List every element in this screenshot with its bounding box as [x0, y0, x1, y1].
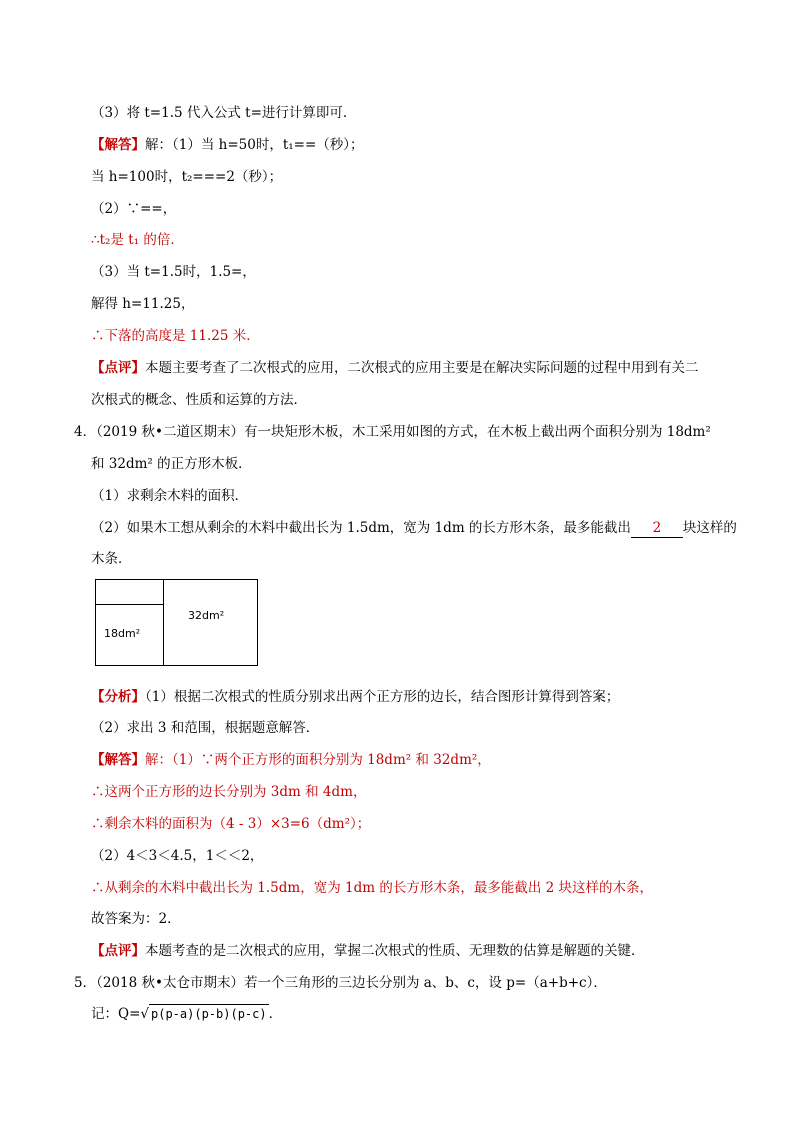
question-4-part-2-end: 木条．: [91, 551, 132, 567]
board-figure: [95, 579, 258, 666]
solution-line-3: ∴剩余木料的面积为（4 - 3）×3=6（dm²）；: [91, 816, 371, 832]
sqrt-sign: √: [140, 1006, 149, 1022]
answer-line-3: （2）∵==，: [91, 201, 177, 217]
question-4-answer-blank: 2: [631, 519, 683, 538]
solution-tag: 【解答】: [91, 752, 145, 768]
solution-line-4: （2）4＜3＜4.5，1＜＜2，: [91, 848, 264, 864]
figure-divider-horizontal: [96, 604, 164, 605]
small-square-label: 18dm²: [104, 627, 141, 640]
review-line-2: 次根式的概念、性质和运算的方法．: [91, 392, 307, 408]
answer-tag: 【解答】: [91, 137, 145, 153]
figure-divider-vertical: [163, 580, 164, 666]
answer-line-5: （3）当 t=1.5时，1.5=，: [91, 264, 256, 280]
comment-tag: 【点评】: [91, 943, 145, 959]
question-4-line-1: 4．（2019 秋•二道区期末）有一块矩形木板，木工采用如图的方式，在木板上截出两个面积分别为 18dm²: [74, 424, 711, 440]
answer-line-4: ∴t₂是 t₁ 的倍．: [91, 232, 184, 248]
question-4-part-1: （1）求剩余木料的面积．: [91, 488, 249, 504]
solution-line-2: ∴这两个正方形的边长分别为 3dm 和 4dm，: [91, 784, 367, 800]
review-text: 本题主要考查了二次根式的应用，二次根式的应用主要是在解决实际问题的过程中用到有关二: [145, 360, 699, 376]
question-4-part-2-pre: （2）如果木工想从剩余的木料中截出长为 1.5dm，宽为 1dm 的长方形木条，最多能截出: [91, 520, 631, 536]
formula-prefix: 记：Q=: [91, 1006, 141, 1022]
review-line-1: [91, 359, 699, 377]
answer-line-1: [91, 136, 364, 154]
solution-text: 解：（1）∵两个正方形的面积分别为 18dm² 和 32dm²，: [145, 752, 491, 768]
heron-formula-radicand: p(p-a)(p-b)(p-c): [149, 1004, 269, 1023]
answer-line-6: 解得 h=11.25，: [91, 296, 195, 312]
solution-step-3-hint: （3）将 t=1.5 代入公式 t=进行计算即可．: [91, 105, 357, 121]
solution-line-5: ∴从剩余的木料中截出长为 1.5dm，宽为 1dm 的长方形木条，最多能截出 2 块这样的木条，: [91, 880, 653, 896]
comment-line: [91, 942, 645, 960]
analysis-tag: 【分析】: [91, 689, 145, 705]
question-5-line-2: [91, 1004, 282, 1023]
answer-line-7: ∴下落的高度是 11.25 米．: [91, 328, 260, 344]
answer-text: 解：（1）当 h=50时，t₁==（秒）；: [145, 137, 364, 153]
solution-line-6: 故答案为：2．: [91, 911, 181, 927]
large-square-label: 32dm²: [188, 609, 225, 622]
analysis-text: （1）根据二次根式的性质分别求出两个正方形的边长，结合图形计算得到答案；: [145, 689, 620, 705]
solution-line-1: [91, 751, 491, 769]
question-4-part-2-post: 块这样的: [682, 520, 737, 536]
answer-line-2: 当 h=100时，t₂===2（秒）；: [91, 169, 283, 185]
analysis-line-1: [91, 688, 619, 706]
comment-text: 本题考查的是二次根式的应用，掌握二次根式的性质、无理数的估算是解题的关键．: [145, 943, 645, 959]
question-4-part-2: [91, 519, 737, 538]
formula-suffix: ．: [268, 1006, 283, 1022]
question-5-line-1: 5．（2018 秋•太仓市期末）若一个三角形的三边长分别为 a、b、c，设 p=（a+b+c）．: [74, 975, 607, 991]
question-4-line-2: 和 32dm² 的正方形木板．: [91, 456, 252, 472]
review-tag: 【点评】: [91, 360, 145, 376]
analysis-line-2: （2）求出 3 和范围，根据题意解答．: [91, 720, 320, 736]
